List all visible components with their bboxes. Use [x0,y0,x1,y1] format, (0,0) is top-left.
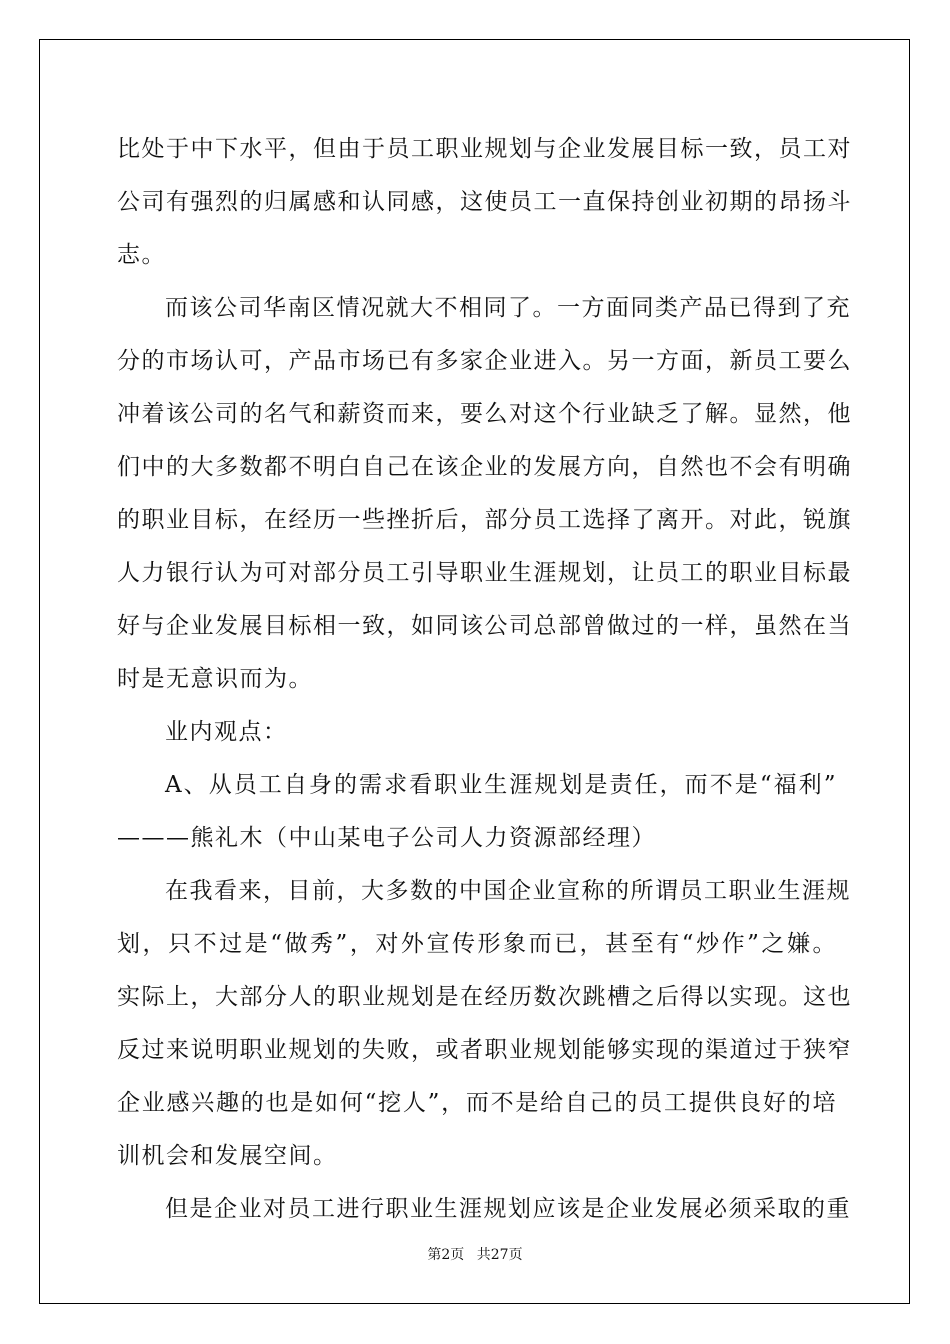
text-line: 反过来说明职业规划的失败，或者职业规划能够实现的渠道过于狭窄 [117,1037,852,1063]
page-footer [0,1246,950,1264]
text-line: 在我看来，目前，大多数的中国企业宣称的所谓员工职业生涯规 [165,878,851,904]
text-line: 人力银行认为可对部分员工引导职业生涯规划，让员工的职业目标最 [117,560,852,586]
text-line: 训机会和发展空间。 [117,1143,338,1169]
text-line: 们中的大多数都不明白自己在该企业的发展方向，自然也不会有明确 [117,454,852,480]
text-line: 比处于中下水平，但由于员工职业规划与企业发展目标一致，员工对 [117,136,852,162]
text-line: 好与企业发展目标相一致，如同该公司总部曾做过的一样，虽然在当 [117,613,852,639]
section-heading: 业内观点： [165,719,288,745]
text-line: 公司有强烈的归属感和认同感，这使员工一直保持创业初期的昂扬斗 [117,189,852,215]
text-line: 企业感兴趣的也是如何“挖人”，而不是给自己的员工提供良好的培 [117,1090,837,1116]
text-line: 划，只不过是“做秀”，对外宣传形象而已，甚至有“炒作”之嫌。 [117,931,837,957]
author-attribution: ———熊礼木（中山某电子公司人力资源部经理） [117,825,656,851]
text-line: 分的市场认可，产品市场已有多家企业进入。另一方面，新员工要么 [117,348,852,374]
text-line: 而该公司华南区情况就大不相同了。一方面同类产品已得到了充 [165,295,851,321]
page-total: 共27页 [476,1247,523,1263]
text-line: 志。 [117,242,166,268]
text-line: 但是企业对员工进行职业生涯规划应该是企业发展必须采取的重 [165,1196,851,1222]
document-body [117,123,852,1236]
text-line: 实际上，大部分人的职业规划是在经历数次跳槽之后得以实现。这也 [117,984,852,1010]
subsection-title: A、从员工自身的需求看职业生涯规划是责任，而不是“福利” [165,772,837,798]
text-line: 冲着该公司的名气和薪资而来，要么对这个行业缺乏了解。显然，他 [117,401,852,427]
page-number: 第2页 [427,1247,465,1263]
text-line: 的职业目标，在经历一些挫折后，部分员工选择了离开。对此，锐旗 [117,507,852,533]
text-line: 时是无意识而为。 [117,666,313,692]
